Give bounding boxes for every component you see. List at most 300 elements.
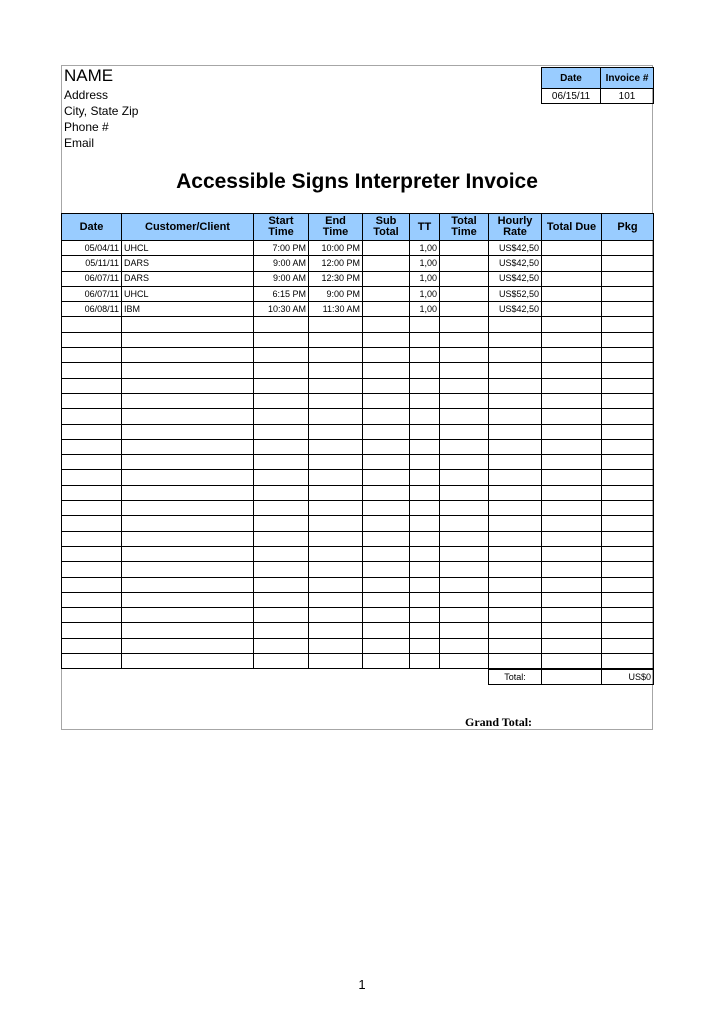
- table-cell: 9:00 AM: [254, 256, 309, 271]
- table-cell: 9:00 AM: [254, 271, 309, 286]
- table-cell: [122, 332, 254, 347]
- table-cell: [542, 516, 602, 531]
- table-cell: [410, 424, 440, 439]
- table-row: [62, 623, 654, 638]
- table-cell: [62, 654, 122, 669]
- column-header: Hourly Rate: [489, 214, 542, 241]
- table-cell: [410, 623, 440, 638]
- table-cell: [62, 317, 122, 332]
- table-cell: [309, 470, 363, 485]
- table-cell: 05/04/11: [62, 241, 122, 256]
- table-cell: [254, 623, 309, 638]
- table-cell: [410, 562, 440, 577]
- table-cell: 10:00 PM: [309, 241, 363, 256]
- table-cell: [440, 317, 489, 332]
- table-cell: 12:30 PM: [309, 271, 363, 286]
- table-cell: [602, 546, 654, 561]
- table-cell: [440, 256, 489, 271]
- table-row: [62, 256, 654, 271]
- table-cell: [440, 531, 489, 546]
- table-cell: [602, 424, 654, 439]
- table-cell: [489, 654, 542, 669]
- table-cell: [410, 577, 440, 592]
- table-row: [62, 286, 654, 301]
- table-cell: [122, 348, 254, 363]
- table-cell: [410, 638, 440, 653]
- table-cell: [489, 363, 542, 378]
- table-cell: [410, 516, 440, 531]
- table-cell: [602, 623, 654, 638]
- table-cell: 05/11/11: [62, 256, 122, 271]
- column-header: Date: [62, 214, 122, 241]
- table-cell: [122, 424, 254, 439]
- table-cell: [440, 393, 489, 408]
- column-header: Total Due: [542, 214, 602, 241]
- table-cell: [602, 271, 654, 286]
- table-row: [62, 348, 654, 363]
- table-cell: [122, 409, 254, 424]
- table-cell: [309, 531, 363, 546]
- table-cell: [122, 470, 254, 485]
- table-cell: [254, 424, 309, 439]
- table-cell: [62, 531, 122, 546]
- table-cell: [363, 241, 410, 256]
- table-cell: [122, 654, 254, 669]
- table-cell: [489, 592, 542, 607]
- table-cell: [440, 286, 489, 301]
- table-cell: [62, 485, 122, 500]
- table-cell: [410, 393, 440, 408]
- table-row: [62, 241, 654, 256]
- table-cell: [602, 439, 654, 454]
- table-cell: [489, 409, 542, 424]
- table-cell: [363, 271, 410, 286]
- table-cell: [410, 317, 440, 332]
- table-row: [62, 546, 654, 561]
- table-cell: UHCL: [122, 286, 254, 301]
- table-row: [62, 439, 654, 454]
- table-cell: [122, 317, 254, 332]
- table-cell: [363, 378, 410, 393]
- table-cell: [410, 348, 440, 363]
- table-cell: [542, 455, 602, 470]
- table-cell: [254, 608, 309, 623]
- table-cell: [62, 577, 122, 592]
- table-cell: [309, 577, 363, 592]
- table-cell: [309, 546, 363, 561]
- table-cell: [254, 592, 309, 607]
- table-cell: [602, 256, 654, 271]
- column-header: Sub Total: [363, 214, 410, 241]
- table-cell: [363, 256, 410, 271]
- line-items-table: [61, 213, 654, 669]
- table-cell: [62, 439, 122, 454]
- table-cell: [542, 592, 602, 607]
- table-cell: [254, 317, 309, 332]
- table-cell: [254, 363, 309, 378]
- table-cell: [122, 378, 254, 393]
- table-cell: [363, 455, 410, 470]
- table-cell: [254, 409, 309, 424]
- table-cell: [62, 348, 122, 363]
- table-cell: [254, 562, 309, 577]
- table-cell: [602, 393, 654, 408]
- column-header: End Time: [309, 214, 363, 241]
- invoice-number: 101: [601, 89, 654, 104]
- table-cell: [440, 302, 489, 317]
- table-cell: [602, 592, 654, 607]
- table-cell: [410, 654, 440, 669]
- table-cell: 10:30 AM: [254, 302, 309, 317]
- table-cell: [489, 501, 542, 516]
- table-cell: 6:15 PM: [254, 286, 309, 301]
- table-cell: [410, 546, 440, 561]
- table-cell: [254, 378, 309, 393]
- table-cell: [410, 470, 440, 485]
- table-cell: [542, 393, 602, 408]
- table-cell: [542, 638, 602, 653]
- table-cell: [489, 546, 542, 561]
- table-cell: [440, 516, 489, 531]
- table-cell: [489, 424, 542, 439]
- table-cell: [440, 409, 489, 424]
- table-cell: [122, 546, 254, 561]
- table-row: [62, 562, 654, 577]
- table-cell: [602, 577, 654, 592]
- table-cell: [489, 562, 542, 577]
- table-cell: [254, 470, 309, 485]
- table-cell: [542, 577, 602, 592]
- table-cell: [62, 424, 122, 439]
- table-cell: [410, 363, 440, 378]
- table-cell: [254, 348, 309, 363]
- table-cell: [254, 638, 309, 653]
- table-cell: [254, 516, 309, 531]
- table-row: [62, 317, 654, 332]
- invoice-meta-table: [541, 67, 654, 104]
- table-cell: [363, 393, 410, 408]
- table-cell: [254, 439, 309, 454]
- table-row: [62, 531, 654, 546]
- table-cell: [309, 439, 363, 454]
- table-cell: [602, 302, 654, 317]
- table-cell: [602, 363, 654, 378]
- column-header: Customer/Client: [122, 214, 254, 241]
- table-cell: [489, 348, 542, 363]
- table-cell: 1,00: [410, 256, 440, 271]
- table-cell: [542, 378, 602, 393]
- table-cell: [62, 470, 122, 485]
- table-cell: [489, 577, 542, 592]
- table-cell: [542, 363, 602, 378]
- table-cell: [440, 577, 489, 592]
- table-cell: [410, 501, 440, 516]
- table-cell: [440, 592, 489, 607]
- sender-email: Email: [64, 136, 95, 150]
- table-cell: [602, 348, 654, 363]
- sender-name: NAME: [64, 66, 114, 85]
- table-cell: [542, 470, 602, 485]
- table-cell: [440, 501, 489, 516]
- table-row: [62, 302, 654, 317]
- table-cell: US$42,50: [489, 241, 542, 256]
- grand-total-label: Grand Total:: [465, 715, 533, 729]
- table-cell: [363, 592, 410, 607]
- table-cell: [62, 378, 122, 393]
- sender-address: Address: [64, 88, 109, 102]
- table-cell: [542, 241, 602, 256]
- table-cell: [602, 638, 654, 653]
- table-cell: [440, 638, 489, 653]
- table-row: [62, 516, 654, 531]
- table-cell: [440, 332, 489, 347]
- table-cell: DARS: [122, 256, 254, 271]
- table-cell: [363, 363, 410, 378]
- table-cell: [440, 562, 489, 577]
- table-cell: [489, 455, 542, 470]
- table-cell: [542, 562, 602, 577]
- table-cell: [363, 470, 410, 485]
- table-cell: [309, 623, 363, 638]
- table-cell: [309, 424, 363, 439]
- table-cell: [542, 501, 602, 516]
- table-cell: [309, 592, 363, 607]
- date-header: Date: [542, 68, 601, 89]
- table-cell: [363, 531, 410, 546]
- table-cell: [363, 409, 410, 424]
- table-row: [62, 378, 654, 393]
- table-cell: US$52,50: [489, 286, 542, 301]
- table-cell: 1,00: [410, 286, 440, 301]
- table-cell: [122, 562, 254, 577]
- table-cell: [62, 546, 122, 561]
- column-header: Start Time: [254, 214, 309, 241]
- table-cell: [309, 654, 363, 669]
- table-cell: [254, 654, 309, 669]
- table-cell: IBM: [122, 302, 254, 317]
- table-row: [62, 393, 654, 408]
- table-cell: [309, 332, 363, 347]
- table-cell: [602, 317, 654, 332]
- table-cell: [122, 393, 254, 408]
- table-cell: [309, 501, 363, 516]
- table-cell: [542, 271, 602, 286]
- table-cell: [489, 439, 542, 454]
- table-cell: [62, 363, 122, 378]
- column-header: Pkg: [602, 214, 654, 241]
- table-cell: [440, 271, 489, 286]
- column-header: Total Time: [440, 214, 489, 241]
- table-cell: [489, 531, 542, 546]
- table-cell: 7:00 PM: [254, 241, 309, 256]
- table-cell: [363, 424, 410, 439]
- table-cell: [489, 317, 542, 332]
- table-cell: [62, 638, 122, 653]
- table-cell: US$42,50: [489, 271, 542, 286]
- table-cell: [410, 378, 440, 393]
- table-cell: [410, 332, 440, 347]
- table-cell: [62, 608, 122, 623]
- table-cell: [62, 409, 122, 424]
- table-cell: [62, 592, 122, 607]
- table-cell: [410, 531, 440, 546]
- table-cell: [122, 485, 254, 500]
- table-cell: [542, 654, 602, 669]
- table-cell: [410, 455, 440, 470]
- table-cell: [122, 455, 254, 470]
- table-cell: [542, 317, 602, 332]
- table-cell: [309, 485, 363, 500]
- table-cell: [440, 363, 489, 378]
- table-cell: [309, 516, 363, 531]
- table-cell: [363, 516, 410, 531]
- table-row: [62, 608, 654, 623]
- table-cell: [542, 332, 602, 347]
- table-cell: [309, 455, 363, 470]
- total-value: US$0: [602, 670, 654, 685]
- table-cell: [363, 608, 410, 623]
- table-cell: [62, 501, 122, 516]
- table-cell: [440, 424, 489, 439]
- table-cell: [363, 348, 410, 363]
- table-cell: [363, 577, 410, 592]
- table-cell: [363, 485, 410, 500]
- table-cell: [363, 317, 410, 332]
- table-cell: [309, 562, 363, 577]
- invoice-number-header: Invoice #: [601, 68, 654, 89]
- table-cell: [363, 332, 410, 347]
- table-cell: [62, 332, 122, 347]
- table-cell: [489, 332, 542, 347]
- table-cell: [602, 409, 654, 424]
- table-cell: [363, 286, 410, 301]
- table-row: [62, 485, 654, 500]
- table-cell: 1,00: [410, 302, 440, 317]
- table-cell: 06/08/11: [62, 302, 122, 317]
- table-cell: [542, 409, 602, 424]
- table-cell: [363, 439, 410, 454]
- table-cell: [254, 501, 309, 516]
- table-row: [62, 501, 654, 516]
- table-row: [62, 470, 654, 485]
- table-cell: [602, 608, 654, 623]
- table-cell: [254, 531, 309, 546]
- table-cell: [254, 332, 309, 347]
- table-cell: [309, 409, 363, 424]
- table-cell: [363, 302, 410, 317]
- table-cell: [602, 378, 654, 393]
- table-cell: [440, 470, 489, 485]
- table-cell: [440, 439, 489, 454]
- table-cell: [489, 470, 542, 485]
- table-cell: [542, 302, 602, 317]
- table-cell: [440, 241, 489, 256]
- table-cell: [542, 286, 602, 301]
- table-row: [62, 271, 654, 286]
- table-cell: [602, 455, 654, 470]
- table-row: [62, 455, 654, 470]
- table-cell: [602, 562, 654, 577]
- page-number: 1: [358, 977, 366, 992]
- table-cell: [542, 348, 602, 363]
- table-cell: [542, 439, 602, 454]
- table-cell: DARS: [122, 271, 254, 286]
- total-due-cell: [542, 670, 602, 685]
- table-cell: [62, 455, 122, 470]
- table-cell: [489, 608, 542, 623]
- table-cell: [363, 638, 410, 653]
- table-cell: [122, 577, 254, 592]
- table-cell: [542, 531, 602, 546]
- table-cell: [309, 348, 363, 363]
- table-cell: 06/07/11: [62, 286, 122, 301]
- table-cell: US$42,50: [489, 256, 542, 271]
- table-cell: [254, 393, 309, 408]
- table-cell: [122, 638, 254, 653]
- table-cell: [440, 546, 489, 561]
- table-row: [62, 409, 654, 424]
- table-cell: [363, 654, 410, 669]
- table-cell: [602, 516, 654, 531]
- table-row: [62, 363, 654, 378]
- table-cell: [440, 654, 489, 669]
- table-cell: [542, 424, 602, 439]
- table-cell: [363, 501, 410, 516]
- invoice-title: Accessible Signs Interpreter Invoice: [176, 170, 538, 193]
- totals-row: [488, 669, 654, 685]
- table-cell: [542, 546, 602, 561]
- table-cell: [602, 531, 654, 546]
- table-cell: [410, 409, 440, 424]
- table-header-row: [62, 214, 654, 241]
- table-cell: [440, 348, 489, 363]
- table-row: [62, 638, 654, 653]
- table-cell: 11:30 AM: [309, 302, 363, 317]
- invoice-date: 06/15/11: [542, 89, 601, 104]
- table-cell: [122, 501, 254, 516]
- table-cell: [363, 623, 410, 638]
- table-cell: [309, 393, 363, 408]
- table-cell: [440, 623, 489, 638]
- table-cell: 06/07/11: [62, 271, 122, 286]
- table-cell: [602, 485, 654, 500]
- table-cell: [440, 455, 489, 470]
- table-cell: [122, 363, 254, 378]
- table-cell: UHCL: [122, 241, 254, 256]
- table-cell: 1,00: [410, 241, 440, 256]
- table-row: [62, 332, 654, 347]
- sender-phone: Phone #: [64, 120, 109, 134]
- table-cell: [410, 592, 440, 607]
- total-label: Total:: [489, 670, 542, 685]
- table-cell: US$42,50: [489, 302, 542, 317]
- table-cell: [62, 393, 122, 408]
- table-cell: [489, 516, 542, 531]
- table-cell: [602, 286, 654, 301]
- table-cell: [410, 439, 440, 454]
- table-cell: [440, 378, 489, 393]
- table-row: [62, 424, 654, 439]
- table-cell: [62, 623, 122, 638]
- table-cell: [489, 638, 542, 653]
- table-cell: [542, 256, 602, 271]
- table-row: [62, 592, 654, 607]
- table-cell: [602, 501, 654, 516]
- table-cell: [440, 608, 489, 623]
- table-cell: [410, 485, 440, 500]
- table-cell: [254, 455, 309, 470]
- table-row: [62, 577, 654, 592]
